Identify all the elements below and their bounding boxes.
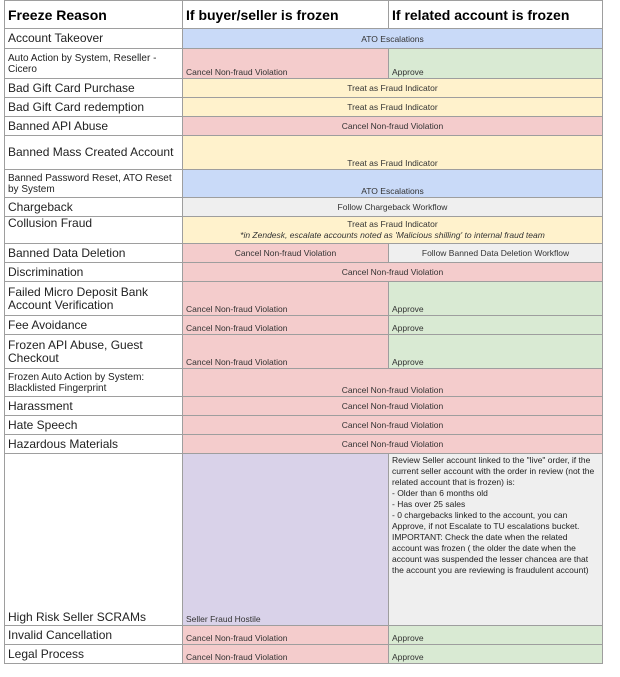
freeze-reason-cell: Collusion Fraud — [5, 217, 183, 244]
freeze-reason-cell: Legal Process — [5, 645, 183, 664]
table-row — [5, 170, 603, 198]
buyer-action-cell: Seller Fraud Hostile — [183, 454, 389, 626]
freeze-reason-cell: Bad Gift Card redemption — [5, 98, 183, 117]
related-action-cell: Approve — [389, 49, 603, 79]
action-cell: ATO Escalations — [183, 29, 603, 49]
important-note: IMPORTANT: Check the date when the related account was frozen ( the older the date when the account was suspended the lesser chancea are that the account you are reviewing is fraudulent account) — [392, 532, 589, 575]
action-cell: Cancel Non-fraud Violation — [183, 397, 603, 416]
related-action-cell: Approve — [389, 335, 603, 369]
criteria-age: - Older than 6 months old — [392, 488, 488, 498]
freeze-reason-cell: Failed Micro Deposit Bank Account Verification — [5, 282, 183, 316]
freeze-reason-cell: Harassment — [5, 397, 183, 416]
table-row — [5, 645, 603, 664]
table-row — [5, 282, 603, 316]
freeze-reason-cell: Banned API Abuse — [5, 117, 183, 136]
freeze-reason-cell: Hazardous Materials — [5, 435, 183, 454]
table-row — [5, 416, 603, 435]
header-buyer-seller-frozen: If buyer/seller is frozen — [183, 1, 389, 29]
freeze-reason-cell: Frozen API Abuse, Guest Checkout — [5, 335, 183, 369]
action-cell: Follow Chargeback Workflow — [183, 198, 603, 217]
table-row — [5, 136, 603, 170]
review-instructions: Review Seller account linked to the "live" order, if the current seller account with the order in review (not the related account that is frozen) is: — [392, 455, 595, 487]
table-row — [5, 117, 603, 136]
table-row — [5, 316, 603, 335]
criteria-chargebacks: - 0 chargebacks linked to the account, you can Approve, if not Escalate to TU escalations bucket. — [392, 510, 580, 531]
table-row — [5, 454, 603, 626]
freeze-reason-cell: Account Takeover — [5, 29, 183, 49]
freeze-reason-cell: Discrimination — [5, 263, 183, 282]
table-row — [5, 98, 603, 117]
action-cell — [183, 217, 603, 244]
header-row — [5, 1, 603, 29]
freeze-reason-cell: Banned Mass Created Account — [5, 136, 183, 170]
buyer-action-cell: Cancel Non-fraud Violation — [183, 244, 389, 263]
table-row — [5, 369, 603, 397]
related-action-cell: Follow Banned Data Deletion Workflow — [389, 244, 603, 263]
table-row — [5, 79, 603, 98]
action-cell: Cancel Non-fraud Violation — [183, 416, 603, 435]
freeze-reason-cell: Frozen Auto Action by System: Blacklisted Fingerprint — [5, 369, 183, 397]
freeze-reason-cell: High Risk Seller SCRAMs — [5, 454, 183, 626]
buyer-action-cell: Cancel Non-fraud Violation — [183, 335, 389, 369]
action-cell: Cancel Non-fraud Violation — [183, 263, 603, 282]
freeze-reason-cell: Chargeback — [5, 198, 183, 217]
table-row — [5, 435, 603, 454]
freeze-reason-cell: Banned Password Reset, ATO Reset by System — [5, 170, 183, 198]
freeze-reason-cell: Hate Speech — [5, 416, 183, 435]
table-row — [5, 29, 603, 49]
action-cell: ATO Escalations — [183, 170, 603, 198]
freeze-reason-cell: Auto Action by System, Reseller - Cicero — [5, 49, 183, 79]
related-action-cell: Approve — [389, 282, 603, 316]
buyer-action-cell: Cancel Non-fraud Violation — [183, 645, 389, 664]
action-cell: Treat as Fraud Indicator — [183, 79, 603, 98]
freeze-reason-cell: Invalid Cancellation — [5, 626, 183, 645]
header-freeze-reason: Freeze Reason — [5, 1, 183, 29]
zendesk-note: *in Zendesk, escalate accounts noted as 'Malicious shilling' to internal fraud team — [240, 230, 545, 240]
buyer-action-cell: Cancel Non-fraud Violation — [183, 316, 389, 335]
freeze-reason-cell: Banned Data Deletion — [5, 244, 183, 263]
action-cell: Treat as Fraud Indicator — [183, 98, 603, 117]
freeze-reason-cell: Bad Gift Card Purchase — [5, 79, 183, 98]
freeze-reason-cell: Fee Avoidance — [5, 316, 183, 335]
header-related-account-frozen: If related account is frozen — [389, 1, 603, 29]
criteria-sales: - Has over 25 sales — [392, 499, 466, 509]
table-row — [5, 244, 603, 263]
table-row — [5, 49, 603, 79]
table-row — [5, 335, 603, 369]
action-cell: Cancel Non-fraud Violation — [183, 117, 603, 136]
table-row — [5, 198, 603, 217]
related-action-cell: Approve — [389, 645, 603, 664]
buyer-action-cell: Cancel Non-fraud Violation — [183, 626, 389, 645]
freeze-reason-table — [4, 0, 602, 664]
action-text: Treat as Fraud Indicator — [347, 219, 438, 229]
table-row — [5, 397, 603, 416]
table-row — [5, 626, 603, 645]
table-row — [5, 263, 603, 282]
action-cell: Treat as Fraud Indicator — [183, 136, 603, 170]
buyer-action-cell: Cancel Non-fraud Violation — [183, 282, 389, 316]
table-row — [5, 217, 603, 244]
related-action-cell: Approve — [389, 626, 603, 645]
action-cell: Cancel Non-fraud Violation — [183, 369, 603, 397]
related-action-cell: Approve — [389, 316, 603, 335]
action-cell: Cancel Non-fraud Violation — [183, 435, 603, 454]
buyer-action-cell: Cancel Non-fraud Violation — [183, 49, 389, 79]
related-action-cell — [389, 454, 603, 626]
